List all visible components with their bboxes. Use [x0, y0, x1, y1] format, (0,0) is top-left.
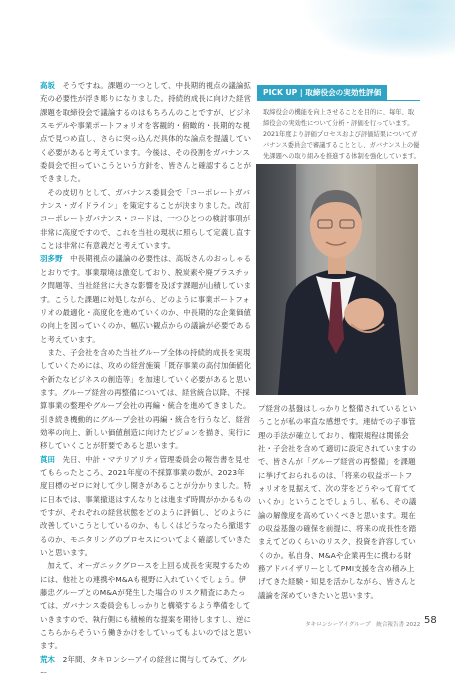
paragraph: 加えて、オーガニックグロースを上回る成長を実現するためには、他社との連携やM&Aも視野に入れていくでしょう。伊藤忠グループとのM&Aが発生した場合のリスク精査にあたっては、ガバナンス委員会もしっかりと構築するよう準備をしていきますので、執行側にも積極的な提案を期待しますし、逆にこちらからそういう働きかけをしていってもよいのではと思います。	[40, 561, 252, 651]
paragraph	[40, 79, 252, 186]
pickup-box	[257, 80, 420, 162]
pickup-divider	[257, 100, 420, 101]
paragraph: その皮切りとして、ガバナンス委員会で「コーポレートガバナンス・ガイドライン」を策定することが決まりました。改訂コーポレートガバナンス・コードは、一つひとつの検討事項が非常に高度ですので、これを当社の現状に照らして定義し直すことは非常に有意義だと考えています。	[40, 187, 251, 251]
paragraph	[40, 653, 252, 679]
paragraph-text: 先日、中計・マテリアリティ管理委員会の報告書を見せてもらったところ、2021年度の不採算事業の数が、2023年度目標のゼロに対して少し開きがあることが分かりました。特に日本では、事業撤退はすんなりとは進まず時間がかかるものですが、それぞれの経営状態をどのように評価し、どのように改善していこうとしているのか、もしくはどうなったら撤退するのか、モニタリングのプロセスについてよく確認していきたいと思います。	[40, 454, 252, 558]
paragraph-text: 2年間、タキロンシーアイの経営に関与してみて、グルー	[40, 654, 247, 678]
right-column-text	[258, 402, 418, 602]
pickup-heading: PICK UP | 取締役会の実効性評価	[257, 85, 387, 100]
page-number: 58	[424, 615, 437, 626]
speaker-name: 羽多野	[40, 254, 63, 264]
paragraph-text: 中長期視点の議論の必要性は、高坂さんのおっしゃるとおりです。事業環境は激変しており、脱炭素や廃プラスチック問題等、当社経営に大きな影響を及ぼす課題が山積しています。こうした課題に対処しながら、どのように事業ポートフォリオの最適化・高度化を進めていくのか、中長期的な企業価値の向上を図っていくのか、幅広い観点からの議論が必要であると考えています。	[40, 254, 252, 344]
paragraph	[40, 252, 252, 345]
speaker-name: 高坂	[40, 81, 56, 90]
portrait-illustration	[256, 164, 418, 395]
paragraph: プ経営の基盤はしっかりと整備されているということが私の率直な感想です。連結での子事管理の手法が確立しており、権限規程は関係会社・子会社を含めて適切に設定されていますので、皆さんが「グループ経営の再整備」を課題に挙げておられるのは、「将来の収益ポートフォリオを見据えて、次の芽をどうやって育てていくか」ということでしょうし、私も、その議論の解像度を高めていくべきと思います。現在の収益基盤の確保を前提に、将来の成長性を踏まえてどのくらいのリスク、投資を許容していくのか。私自身、M&Aや企業再生に携わる財務アドバイザリーとしてPMI支援を含め積み上げてきた経験・知見を活かしながら、皆さんと議論を深めていきたいと思います。	[258, 404, 417, 600]
pickup-body: 取締役会の機能を向上させることを目的に、毎年、取締役会の実効性について分析・評価を行っています。2021年度より評価プロセスおよび評価結果についてガバナンス委員会で審議することとし、ガバナンス上の優先課題への取り組みを推進する体制を強化しています。	[263, 109, 420, 160]
footer-company: タキロンシーアイグループ 統合報告書 2022	[305, 622, 421, 628]
header-decoration-2	[320, 18, 455, 58]
speaker-name: 荒木	[40, 654, 56, 664]
portrait-photo	[256, 164, 418, 395]
header-decoration	[300, 0, 455, 60]
speaker-name: 莨田	[40, 454, 56, 464]
left-column-text	[40, 79, 252, 679]
paragraph	[40, 453, 252, 560]
paragraph-text: そうですね。課題の一つとして、中長期的視点の議論拡充の必要性が浮き彫りになりました。持続的成長に向けた経営課題を取締役会で議論するのはもちろんのことですが、ビジネスモデルや事業ポートフォリオを客観的・俯瞰的・長期的な視点で見つめ直し、さらに突っ込んだ具体的な論点を提議していく必要があると考えています。今後は、その役割をガバナンス委員会で担っていこうという方針を、皆さんと確認することができました。	[40, 81, 252, 184]
paragraph: また、子会社を含めた当社グループ全体の持続的成長を実現していくためには、攻めの経営施策「既存事業の高付加価値化や新たなビジネスの創造等」を加速していく必要があると思います。グループ経営の再整備については、経営統合以降、不採算事業の整理やグループ会社の再編・統合を進めてきました。引き続き機動的にグループ会社の再編・統合を行うなど、経営効率の向上、新しい価値創造に向けたビジョンを描き、実行に移していくことが肝要であると思います。	[40, 347, 252, 451]
